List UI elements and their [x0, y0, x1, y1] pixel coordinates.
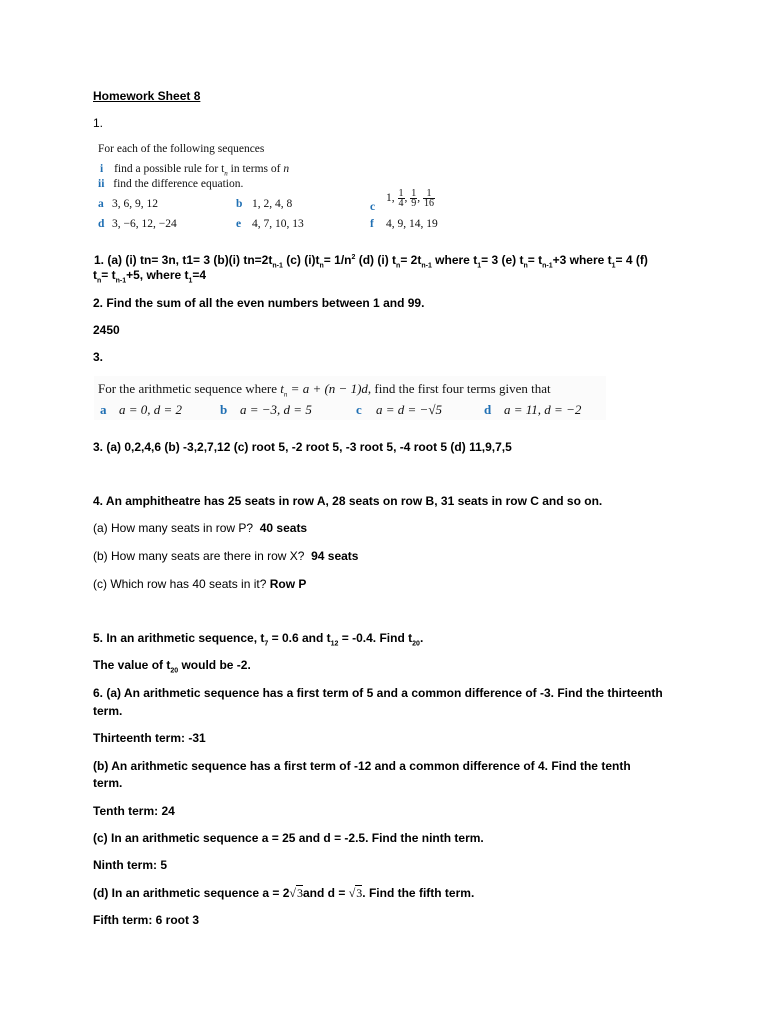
- q4b-answer: 94 seats: [311, 549, 359, 563]
- q1-i-text2: in terms of: [227, 163, 284, 175]
- seq-c-label: c: [370, 201, 376, 213]
- question-1-image: For each of the following sequences i find a possible rule for $t_n$ in terms of n ii find the difference equation. a 3, 6, 9, 12 b 1, 2, 4, 8 c 1, $\frac{1}{4}$ , $\frac{1}{9}$ , $\frac{1}{16}$ d 3, −6, 12, −24 e 4, 7, 10, 13 f 4, 9, 14, 19: [98, 143, 438, 230]
- q3-c-label: c: [356, 402, 362, 417]
- seq-f: 4, 9, 14, 19: [386, 218, 438, 230]
- q1-ii-text: find the difference equation.: [113, 178, 244, 190]
- q3-number: 3.: [93, 350, 104, 364]
- seq-a: 3, 6, 9, 12: [112, 198, 158, 210]
- seq-c: 1, $\frac{1}{4}$ , $\frac{1}{9}$ , $\frac{1}{16}$: [386, 188, 434, 209]
- q6a-line2: term.: [93, 704, 123, 718]
- seq-e-label: e: [236, 218, 242, 230]
- question-3-image: [94, 376, 606, 420]
- page-title: Homework Sheet 8: [93, 89, 201, 103]
- q2-text: 2. Find the sum of all the even numbers between 1 and 99.: [93, 296, 425, 310]
- q3-b-label: b: [220, 402, 228, 417]
- q6d-text: (d) In an arithmetic sequence a = 2√3and d = √3. Find the fifth term.: [93, 886, 475, 900]
- q3-answer: 3. (a) 0,2,4,6 (b) -3,2,7,12 (c) root 5, -2 root 5, -3 root 5, -4 root 5 (d) 11,9,7,5: [93, 440, 512, 454]
- q2-answer: 2450: [93, 323, 120, 337]
- q5-answer: The value of $t_{20}$ would be -2.: [93, 658, 251, 675]
- q1-i-text: find a possible rule for t: [114, 163, 225, 175]
- q4a-answer: 40 seats: [259, 521, 308, 535]
- q4-text: 4. An amphitheatre has 25 seats in row A, 28 seats on row B, 31 seats in row C and so on.: [93, 494, 603, 508]
- seq-a-label: a: [98, 198, 104, 210]
- seq-b-label: b: [236, 198, 243, 210]
- q6d-answer: Fifth term: 6 root 3: [93, 913, 200, 927]
- q5-text: 5. In an arithmetic sequence, $t_7 = 0.6$ and $t_{12} = -0.4$. Find $t_{20}$.: [93, 631, 424, 648]
- q6b-line2: term.: [93, 776, 123, 790]
- q6b-answer: Tenth term: 24: [93, 804, 175, 818]
- seq-b: 1, 2, 4, 8: [252, 198, 293, 210]
- q3-a-label: a: [100, 402, 107, 417]
- q3-b: a = −3, d = 5: [240, 402, 312, 417]
- seq-d: 3, −6, 12, −24: [112, 218, 177, 230]
- q1-intro: For each of the following sequences: [98, 143, 265, 155]
- q3-d: a = 11, d = −2: [504, 402, 582, 417]
- q1-answer-line2: $t_n= t_{n-1}+5$, where $t_1=4$: [93, 268, 207, 285]
- q1-number: 1.: [93, 116, 104, 130]
- q4b: (b) How many seats are there in row X? 94 seats: [93, 549, 359, 563]
- q6b-line1: (b) An arithmetic sequence has a first term of -12 and a common difference of 4. Find the tenth: [93, 759, 631, 773]
- seq-f-label: f: [370, 218, 374, 230]
- q1-answer-line1: 1. (a) (i) tn= 3n, t1= 3 (b)(i) $tn=2t_{n-1}$ (c) $(i)t_n= 1/n^2$ (d) (i) $t_n= 2t_{n-1}$ where $t_1= 3$ (e) $t_n= t_{n-1}+3$ where $t_1= 4$ (f): [94, 253, 648, 270]
- q6a-answer: Thirteenth term: -31: [93, 731, 206, 745]
- q1-i-label: i: [100, 163, 104, 175]
- q3-d-label: d: [484, 402, 492, 417]
- seq-d-label: d: [98, 218, 105, 230]
- q3-a: a = 0, d = 2: [119, 402, 183, 417]
- q4c: (c) Which row has 40 seats in it? Row P: [93, 577, 307, 591]
- q3-intro: For the arithmetic sequence where $t_n = a + (n - 1)d$, find the first four terms given that: [98, 381, 551, 399]
- q1-ii-label: ii: [98, 178, 105, 190]
- q4a: (a) How many seats in row P? 40 seats: [93, 521, 308, 535]
- q3-c: a = d = −√5: [376, 402, 442, 417]
- q6c-text: (c) In an arithmetic sequence a = 25 and d = -2.5. Find the ninth term.: [93, 831, 484, 845]
- seq-e: 4, 7, 10, 13: [252, 218, 304, 230]
- q6c-answer: Ninth term: 5: [93, 858, 168, 872]
- q4c-answer: Row P: [269, 577, 307, 591]
- q6a-line1: 6. (a) An arithmetic sequence has a first term of 5 and a common difference of -3. Find the thirteenth: [93, 686, 663, 700]
